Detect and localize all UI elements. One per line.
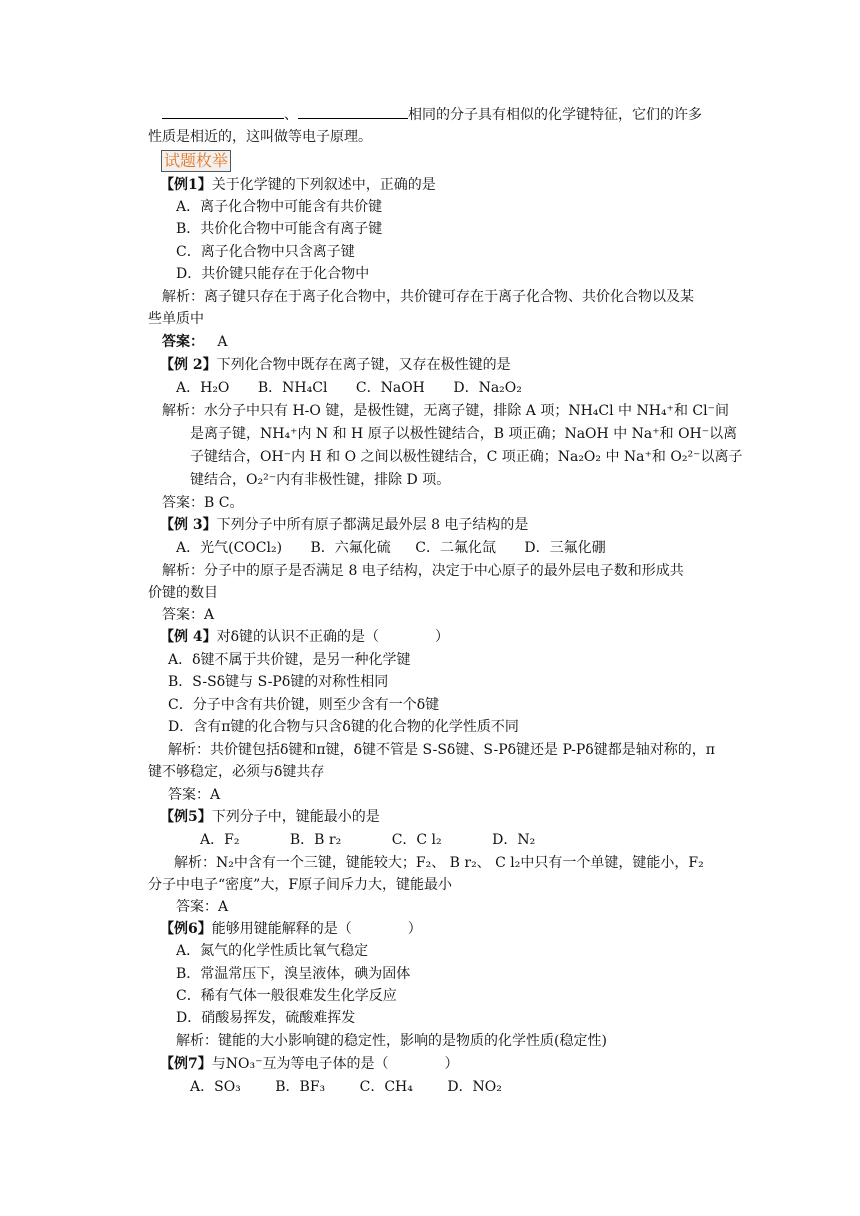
- ex6-option-b: B．常温常压下，溴呈液体，碘为固体: [176, 966, 411, 982]
- ex1-option-b: B．共价化合物中可能含有离子键: [176, 221, 383, 237]
- ex2-analysis-3: 子键结合，OH⁻内 H 和 O 之间以极性键结合，C 项正确；Na₂O₂ 中 Na⁺和 O₂²⁻以离子: [190, 449, 743, 465]
- ex6-question: 【例6】能够用键能解释的是（ ）: [160, 921, 422, 937]
- ex5-answer: 答案：A: [176, 899, 229, 915]
- ex4-option-d: D．含有π键的化合物与只含δ键的化合物的化学性质不同: [168, 719, 519, 735]
- intro-line-2: 性质是相近的，这叫做等电子原理。: [148, 129, 372, 145]
- ex6-option-a: A．氮气的化学性质比氧气稳定: [176, 943, 369, 959]
- ex7-label: 【例7】: [160, 1056, 212, 1072]
- ex6-analysis: 解析：键能的大小影响键的稳定性，影响的是物质的化学性质(稳定性): [176, 1033, 607, 1049]
- ex1-option-c: C．离子化合物中只含离子键: [176, 244, 355, 260]
- blank-separator: 、: [284, 107, 298, 123]
- ex6-option-c: C．稀有气体一般很难发生化学反应: [176, 988, 397, 1004]
- section-tag: 试题枚举: [161, 150, 231, 172]
- ex1-option-a: A．离子化合物中可能含有共价键: [176, 199, 383, 215]
- ex4-label: 【例 4】: [160, 629, 217, 645]
- ex2-analysis-1: 解析：水分子中只有 H-O 键，是极性键，无离子键，排除 A 项；NH₄Cl 中 NH₄⁺和 Cl⁻间: [162, 403, 729, 419]
- ex2-options: A．H₂O B．NH₄Cl C．NaOH D．Na₂O₂: [176, 380, 522, 396]
- ex4-answer: 答案：A: [168, 787, 221, 803]
- ex4-option-c: C．分子中含有共价键，则至少含有一个δ键: [168, 697, 440, 713]
- ex4-option-b: B．S-Sδ键与 S-Pδ键的对称性相同: [168, 674, 389, 690]
- ex3-analysis-1: 解析：分子中的原子是否满足 8 电子结构，决定于中心原子的最外层电子数和形成共: [162, 563, 684, 579]
- fill-blank-1[interactable]: [162, 104, 284, 119]
- ex5-analysis-2: 分子中电子“密度”大，F原子间斥力大，键能最小: [148, 877, 453, 893]
- intro-text-1: 相同的分子具有相似的化学键特征，它们的许多: [408, 107, 702, 123]
- ex3-label: 【例 3】: [160, 517, 217, 533]
- ex2-analysis-4: 键结合，O₂²⁻内有非极性键，排除 D 项。: [190, 472, 451, 488]
- ex1-label: 【例1】: [160, 177, 212, 193]
- ex5-label: 【例5】: [160, 809, 212, 825]
- fill-blank-2[interactable]: [298, 104, 408, 119]
- ex3-question: 【例 3】下列分子中所有原子都满足最外层 8 电子结构的是: [160, 517, 529, 533]
- ex5-options: A．F₂ B．B r₂ C．C l₂ D．N₂: [200, 832, 536, 848]
- ex3-answer: 答案：A: [162, 607, 215, 623]
- ex4-analysis-2: 键不够稳定，必须与δ键共存: [148, 764, 325, 780]
- ex2-question: 【例 2】下列化合物中既存在离子键，又存在极性键的是: [160, 357, 511, 373]
- ex7-question: 【例7】与NO₃⁻互为等电子体的是（ ）: [160, 1056, 459, 1072]
- ex5-analysis-1: 解析：N₂中含有一个三键，键能较大；F₂、 B r₂、 C l₂中只有一个单键，键能小，F₂: [174, 855, 704, 871]
- ex7-options: A．SO₃ B．BF₃ C．CH₄ D．NO₂: [190, 1079, 502, 1095]
- ex6-label: 【例6】: [160, 921, 212, 937]
- ex2-analysis-2: 是离子键，NH₄⁺内 N 和 H 原子以极性键结合，B 项正确；NaOH 中 Na⁺和 OH⁻以离: [190, 426, 738, 442]
- ex4-question: 【例 4】对δ键的认识不正确的是（ ）: [160, 629, 450, 645]
- ex2-answer: 答案：B C。: [162, 495, 244, 511]
- ex1-question: 【例1】关于化学键的下列叙述中，正确的是: [160, 177, 436, 193]
- ex3-options: A．光气(COCl₂) B．六氟化硫 C．二氟化氙 D．三氟化硼: [176, 540, 606, 556]
- ex5-question: 【例5】下列分子中，键能最小的是: [160, 809, 380, 825]
- ex4-option-a: A．δ键不属于共价键，是另一种化学键: [168, 652, 411, 668]
- ex3-analysis-2: 价键的数目: [148, 585, 218, 601]
- ex2-label: 【例 2】: [160, 357, 217, 373]
- ex6-option-d: D．硝酸易挥发，硫酸难挥发: [176, 1010, 356, 1026]
- ex1-answer: 答案： A: [162, 334, 228, 350]
- ex1-option-d: D．共价键只能存在于化合物中: [176, 266, 370, 282]
- ex4-analysis-1: 解析：共价键包括δ键和π键，δ键不管是 S-Sδ键、S-Pδ键还是 P-Pδ键都是轴对称的，π: [168, 742, 715, 758]
- intro-line-1: [162, 104, 702, 125]
- ex1-analysis-2: 些单质中: [148, 311, 204, 327]
- ex1-analysis-1: 解析：离子键只存在于离子化合物中，共价键可存在于离子化合物、共价化合物以及某: [162, 289, 694, 305]
